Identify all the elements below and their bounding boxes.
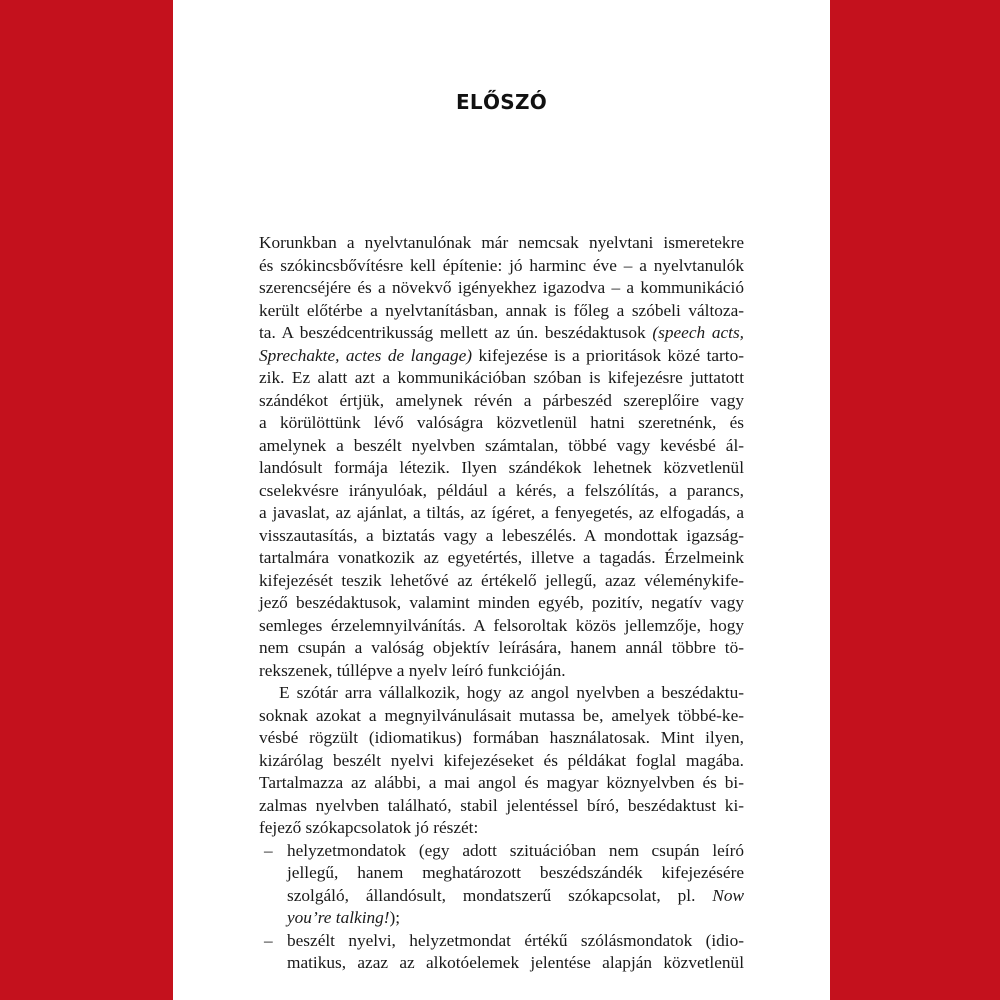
- line-text: jező beszédaktusok, valamint minden egyéb, pozitív, negatív vagy: [259, 593, 744, 612]
- line-text: ta. A beszédcentrikusság mellett az ún. beszédaktusok: [259, 323, 653, 342]
- text-line: [287, 930, 744, 953]
- text-line: [259, 390, 744, 413]
- paragraph-2: [259, 682, 744, 840]
- text-line: [259, 660, 744, 683]
- text-line: [259, 345, 744, 368]
- text-line: [259, 705, 744, 728]
- text-line: [259, 435, 744, 458]
- text-line: [287, 907, 744, 930]
- text-line: [259, 795, 744, 818]
- line-text: és szókincsbővítésre kell építenie: jó harminc éve – a nyelvtanulók: [259, 255, 744, 275]
- text-line: [287, 840, 744, 863]
- text-line: [259, 367, 744, 390]
- line-text: nem csupán a valóság objektív leírására, hanem annál többre tö-: [259, 638, 744, 657]
- line-text: landósult formája létezik. Ilyen szándékok lehetnek közvetlenül: [259, 458, 744, 477]
- text-line: [259, 750, 744, 773]
- italic-term: (speech acts,: [652, 323, 745, 342]
- text-line: [259, 682, 744, 705]
- text-line: [259, 502, 744, 525]
- text-line: [259, 480, 744, 503]
- line-text: zalmas nyelvben található, stabil jelentéssel bíró, beszédaktust ki-: [259, 795, 744, 815]
- line-text: szándékot értjük, amelynek révén a párbeszéd szereplőire vagy: [259, 390, 744, 410]
- line-text: kifejezése is a prioritások közé tarto-: [472, 345, 744, 365]
- text-line: [259, 232, 744, 255]
- line-text: );: [389, 908, 401, 927]
- line-text: rekszenek, túllépve a nyelv leíró funkcióján.: [259, 660, 566, 680]
- line-text: került előtérbe a nyelvtanításban, annak is főleg a szóbeli változa-: [259, 300, 744, 320]
- text-line: [259, 277, 744, 300]
- text-line: [259, 412, 744, 435]
- book-page: [173, 0, 830, 1000]
- line-text: semleges érzelemnyilvánítás. A felsoroltak közös jellemzője, hogy: [259, 615, 744, 635]
- text-line: [287, 862, 744, 885]
- text-line: [259, 817, 744, 840]
- bullet-item: [259, 840, 744, 930]
- text-line: [259, 322, 744, 345]
- italic-term: Now: [712, 885, 744, 905]
- text-line: [259, 255, 744, 278]
- line-text: soknak azokat a megnyilvánulásait mutassa be, amelyek többé-ke-: [259, 705, 744, 725]
- line-text: Korunkban a nyelvtanulónak már nemcsak nyelvtani ismeretekre: [259, 233, 744, 252]
- line-text: visszautasítás, a biztatás vagy a lebeszélés. A mondottak igazság-: [259, 525, 744, 545]
- italic-term: you’re talking!: [287, 908, 390, 927]
- line-text: tartalmára vonatkozik az egyetértés, illetve a tagadás. Érzelmeink: [259, 548, 744, 567]
- bullet-dash: –: [264, 930, 273, 950]
- bullet-list: [259, 840, 744, 975]
- text-line: [259, 637, 744, 660]
- text-line: [259, 547, 744, 570]
- line-text: beszélt nyelvi, helyzetmondat értékű szólásmondatok (idio-: [287, 930, 744, 950]
- text-line: [259, 525, 744, 548]
- line-text: jellegű, hanem meghatározott beszédszándék kifejezésére: [287, 863, 744, 882]
- line-text: kizárólag beszélt nyelvi kifejezéseket és példákat foglal magába.: [259, 750, 744, 770]
- paragraph-1: [259, 232, 744, 682]
- text-line: [259, 772, 744, 795]
- bullet-dash: –: [264, 840, 273, 860]
- text-line: [287, 952, 744, 975]
- text-line: [287, 885, 744, 908]
- italic-term: Sprechakte, actes de langage): [259, 345, 473, 365]
- text-line: [259, 457, 744, 480]
- text-line: [259, 615, 744, 638]
- line-text: E szótár arra vállalkozik, hogy az angol nyelvben a beszédaktu-: [279, 683, 744, 702]
- text-line: [259, 300, 744, 323]
- line-text: szerencséjére és a növekvő igényekhez igazodva – a kommunikáció: [259, 278, 744, 297]
- line-text: a körülöttünk lévő valóságra közvetlenül hatni szeretnénk, és: [259, 413, 744, 432]
- line-text: szolgáló, állandósult, mondatszerű szókapcsolat, pl.: [287, 885, 713, 905]
- line-text: matikus, azaz az alkotóelemek jelentése alapján közvetlenül: [287, 953, 744, 972]
- bullet-item: [259, 930, 744, 975]
- line-text: vésbé rögzült (idiomatikus) formában használatosak. Mint ilyen,: [259, 728, 744, 747]
- line-text: fejező szókapcsolatok jó részét:: [259, 818, 479, 837]
- text-line: [259, 727, 744, 750]
- line-text: cselekvésre irányulóak, például a kérés, a felszólítás, a parancs,: [259, 480, 744, 500]
- line-text: kifejezését teszik lehetővé az értékelő jellegű, azaz véleménykife-: [259, 570, 744, 590]
- line-text: zik. Ez alatt azt a kommunikációban szóban is kifejezésre juttatott: [259, 368, 744, 387]
- body-text: [259, 232, 744, 975]
- line-text: helyzetmondatok (egy adott szituációban nem csupán leíró: [287, 840, 744, 860]
- line-text: amelynek a beszélt nyelvben számtalan, többé vagy kevésbé ál-: [259, 435, 744, 455]
- text-line: [259, 592, 744, 615]
- text-line: [259, 570, 744, 593]
- page-title: ELŐSZÓ: [455, 90, 548, 114]
- line-text: Tartalmazza az alábbi, a mai angol és magyar köznyelvben és bi-: [259, 773, 744, 792]
- line-text: a javaslat, az ajánlat, a tiltás, az ígéret, a fenyegetés, az elfogadás, a: [259, 503, 744, 522]
